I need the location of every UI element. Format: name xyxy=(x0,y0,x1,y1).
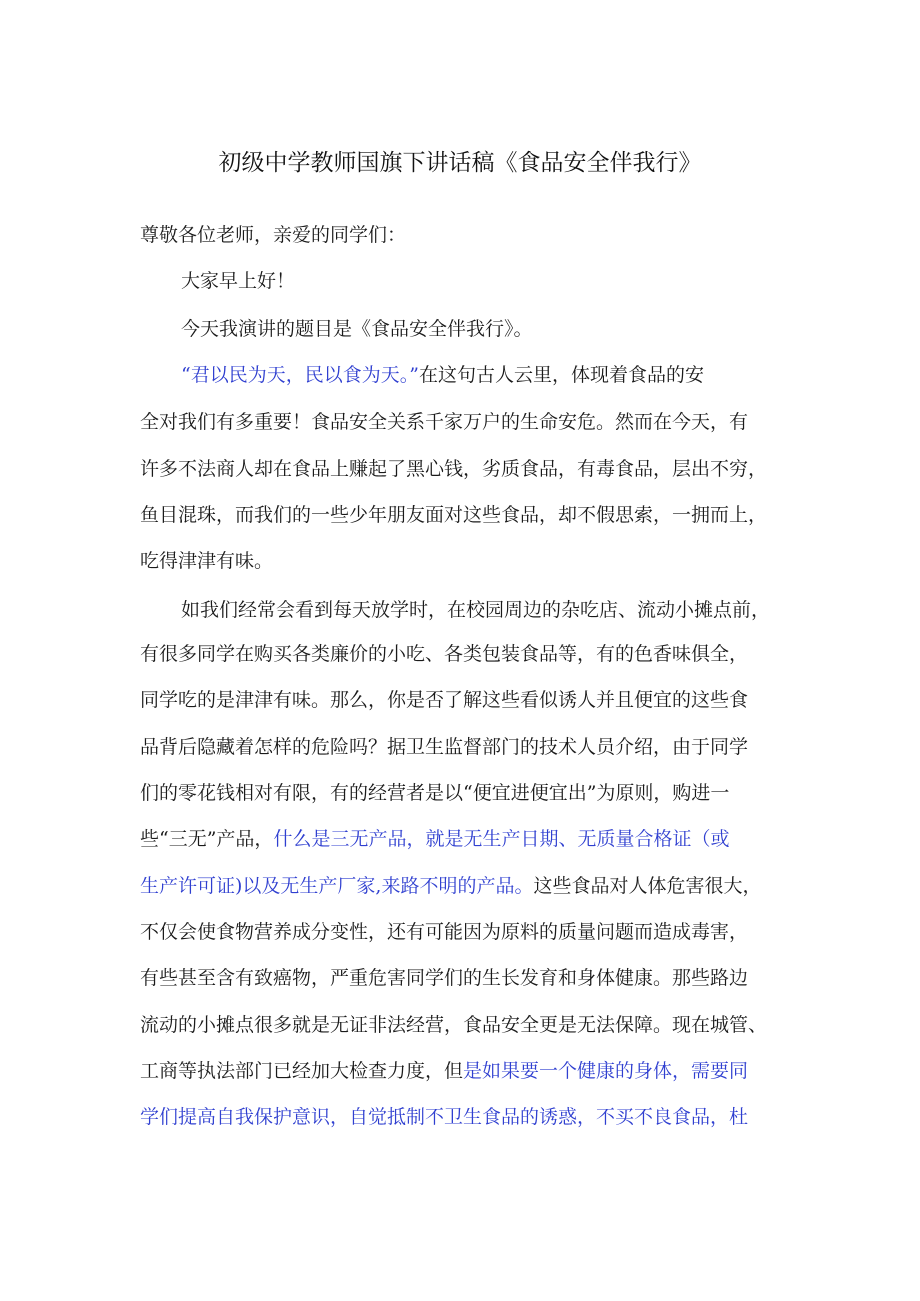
paragraph-line: 流动的小摊点很多就是无证非法经营，食品安全更是无法保障。现在城管、 xyxy=(140,1014,768,1036)
text-span: 这些食品对人体危害很大， xyxy=(533,875,762,897)
paragraph-line: 同学吃的是津津有味。那么，你是否了解这些看似诱人并且便宜的这些食 xyxy=(140,689,749,711)
paragraph-line xyxy=(140,1058,748,1084)
paragraph-line xyxy=(140,873,761,899)
text-span: 些“三无”产品， xyxy=(140,828,274,850)
paragraph-line: 如我们经常会看到每天放学时，在校园周边的杂吃店、流动小摊点前， xyxy=(181,599,771,621)
highlight-text: 生产许可证)以及无生产厂家,来路不明的产品。 xyxy=(140,875,534,897)
document-title: 初级中学教师国旗下讲话稿《食品安全伴我行》 xyxy=(218,150,702,176)
highlight-text: 是如果要一个健康的身体，需要同 xyxy=(463,1060,749,1082)
salutation: 尊敬各位老师，亲爱的同学们： xyxy=(140,224,407,246)
paragraph-line: 全对我们有多重要！食品安全关系千家万户的生命安危。然而在今天，有 xyxy=(140,411,749,433)
greeting: 大家早上好！ xyxy=(181,270,296,292)
text-span: 在这句古人云里，体现着食品的安 xyxy=(418,364,704,386)
paragraph-line: 吃得津津有味。 xyxy=(140,550,274,572)
paragraph-line: 学们提高自我保护意识，自觉抵制不卫生食品的诱惑，不买不良食品，杜 xyxy=(140,1106,749,1128)
paragraph-line: 有些甚至含有致癌物，严重危害同学们的生长发育和身体健康。那些路边 xyxy=(140,967,749,989)
paragraph-line: 许多不法商人却在食品上赚起了黑心钱，劣质食品，有毒食品，层出不穷， xyxy=(140,458,768,480)
quote-text: “君以民为天，民以食为天。” xyxy=(181,364,419,386)
paragraph-line xyxy=(140,826,729,852)
paragraph-line: 们的零花钱相对有限，有的经营者是以“便宜进便宜出”为原则，购进一 xyxy=(140,782,730,804)
highlight-text: 什么是三无产品，就是无生产日期、无质量合格证（或 xyxy=(273,828,730,850)
text-span: 工商等执法部门已经加大检查力度，但 xyxy=(140,1060,464,1082)
paragraph-line xyxy=(181,362,704,388)
paragraph-line: 不仅会使食物营养成分变性，还有可能因为原料的质量问题而造成毒害， xyxy=(140,921,749,943)
paragraph-line: 有很多同学在购买各类廉价的小吃、各类包装食品等，有的色香味俱全， xyxy=(140,643,749,665)
paragraph-line: 鱼目混珠，而我们的一些少年朋友面对这些食品，却不假思索，一拥而上， xyxy=(140,504,768,526)
intro: 今天我演讲的题目是《食品安全伴我行》。 xyxy=(181,318,533,340)
paragraph-line: 品背后隐藏着怎样的危险吗？据卫生监督部门的技术人员介绍，由于同学 xyxy=(140,736,749,758)
